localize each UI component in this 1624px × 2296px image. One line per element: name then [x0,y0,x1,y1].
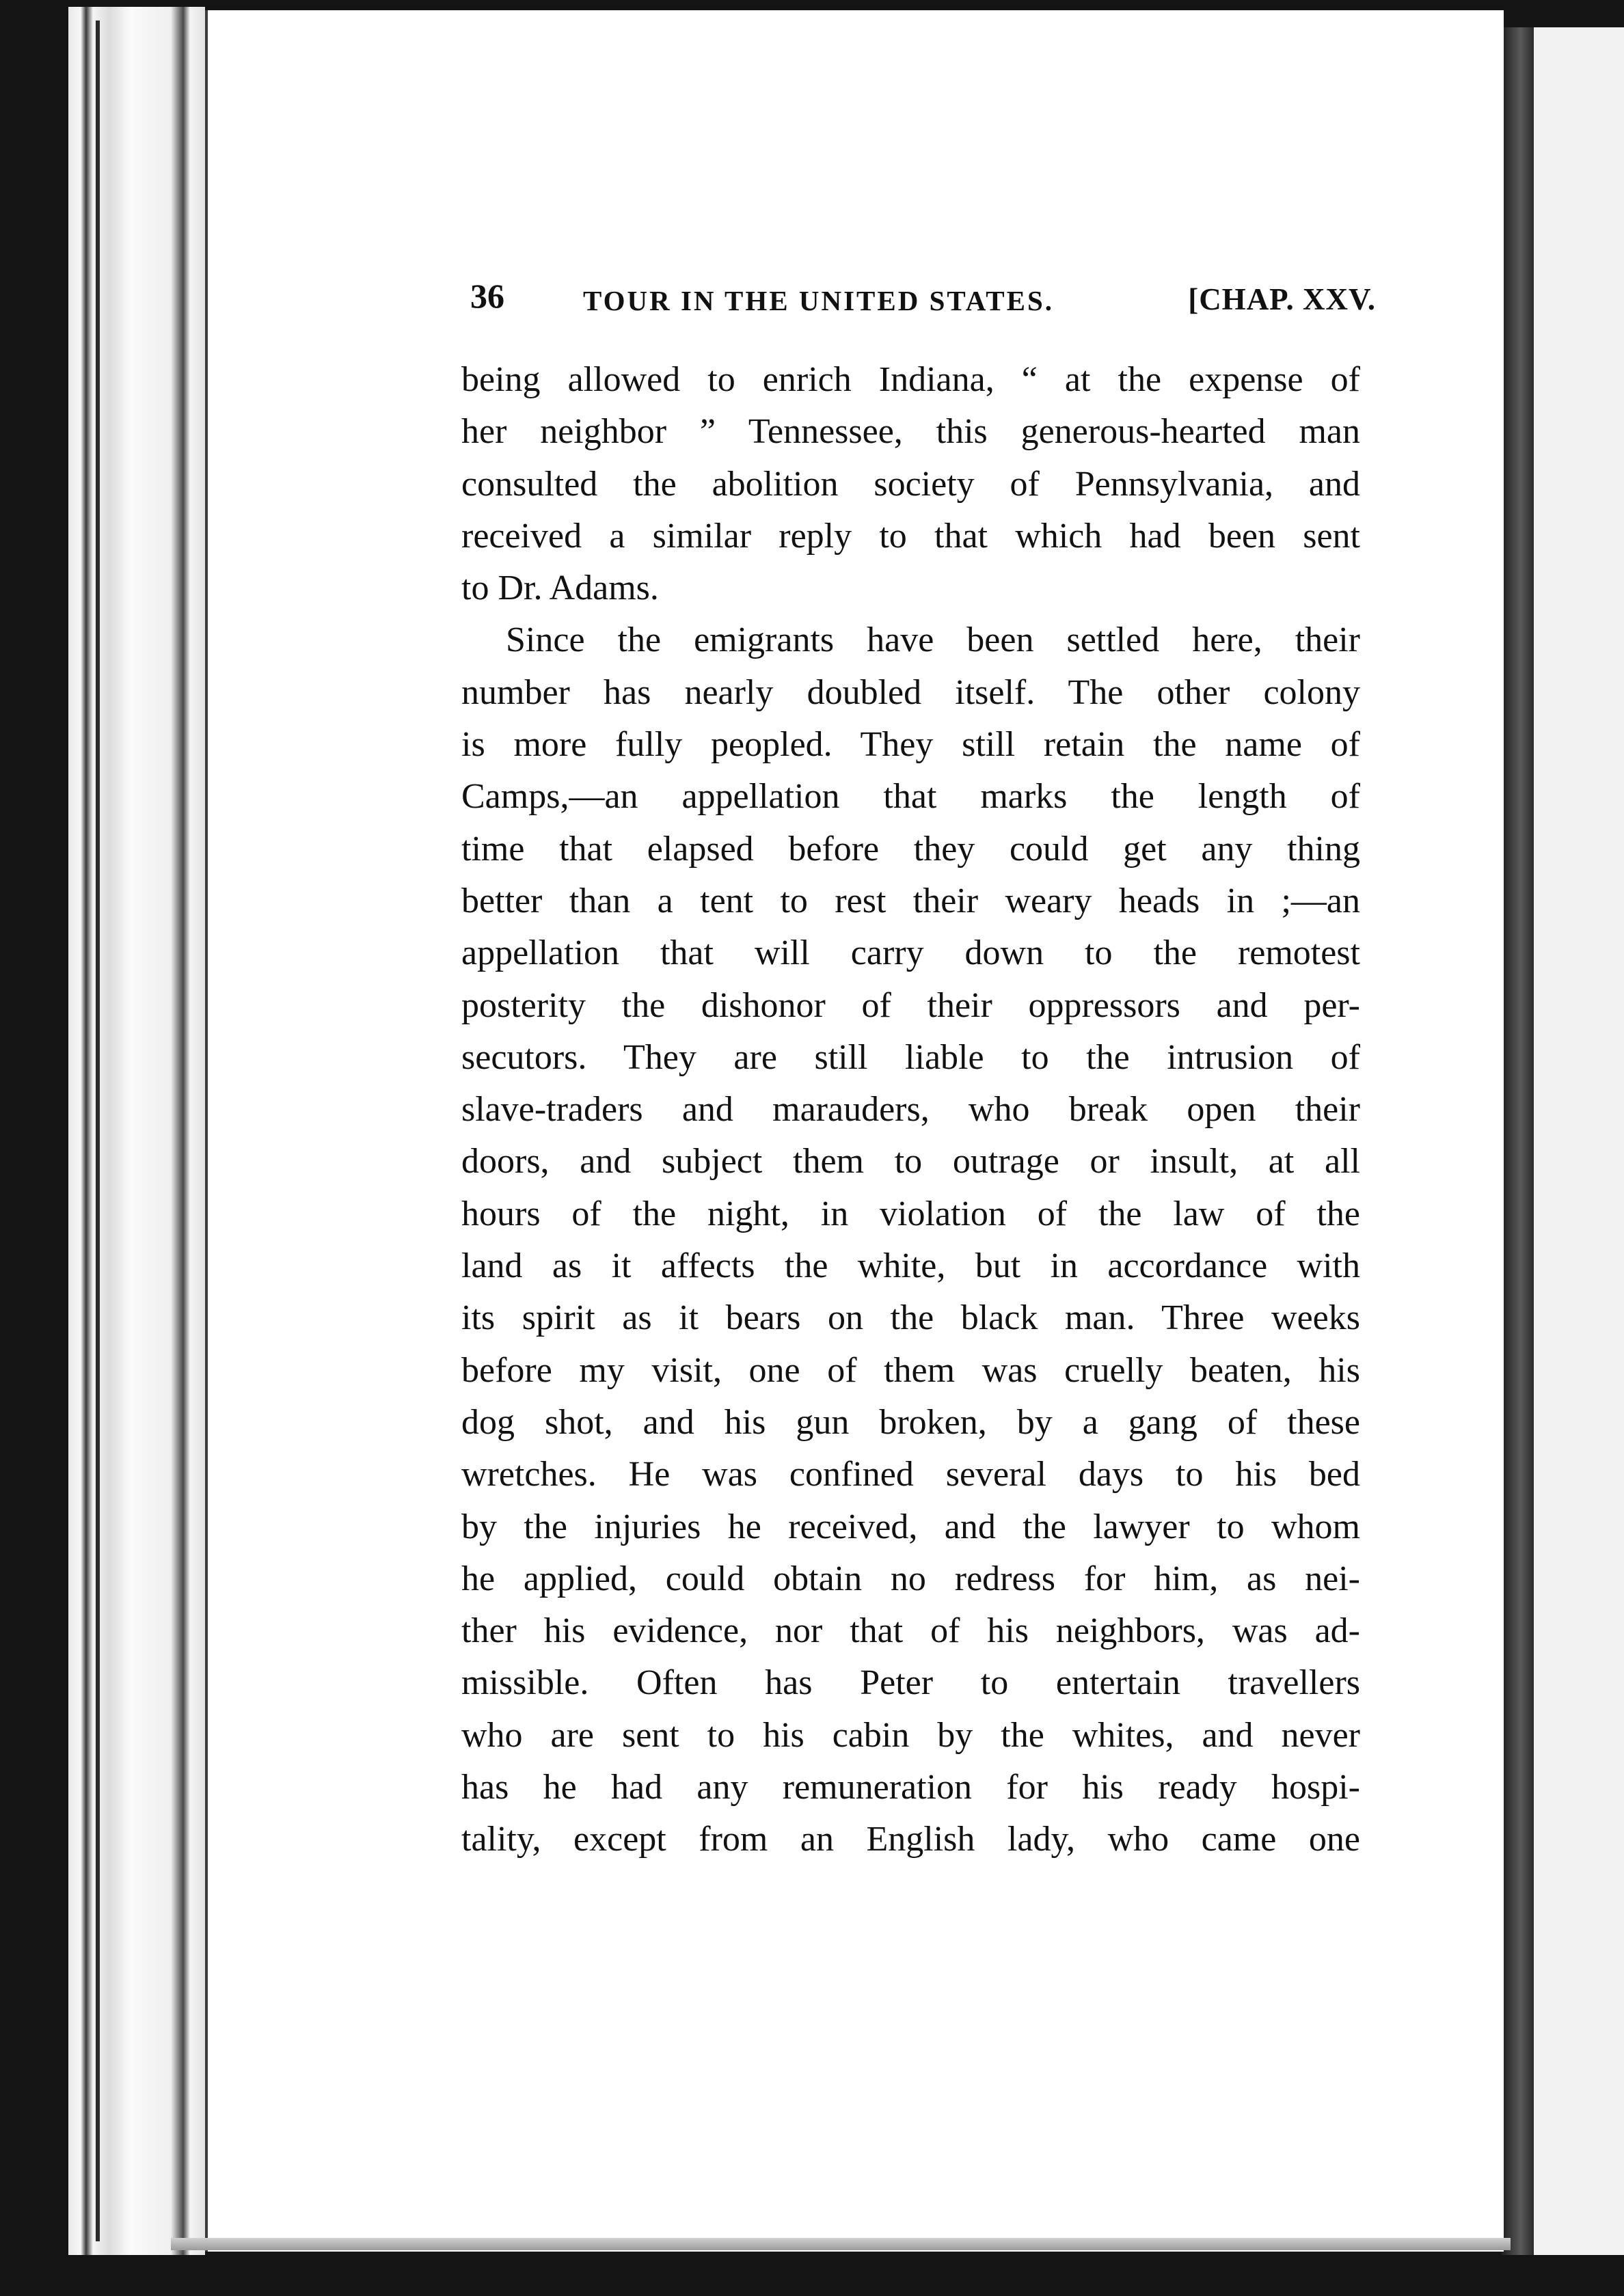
text-line: to Dr. Adams. [461,569,659,608]
book-gutter-shadow [1501,27,1534,2255]
text-line: consulted the abolition society of Pennsylvania, and [461,464,1360,504]
text-line: received a similar reply to that which had been sent [461,516,1360,556]
text-line: posterity the dishonor of their oppressors and per- [461,985,1360,1025]
chapter-label: [CHAP. XXV. [1188,282,1376,316]
text-line: her neighbor ” Tennessee, this generous-hearted man [461,412,1360,452]
text-line: is more fully peopled. They still retain the name of [461,725,1360,765]
text-line: he applied, could obtain no redress for him, as nei- [461,1559,1360,1598]
body-text [461,354,1360,1866]
text-line: time that elapsed before they could get any thing [461,829,1360,869]
page-number: 36 [470,277,504,315]
text-line: being allowed to enrich Indiana, “ at the expense of [461,360,1360,399]
text-line: doors, and subject them to outrage or insult, at all [461,1142,1360,1181]
text-line: better than a tent to rest their weary heads in ;—an [461,881,1360,920]
text-line: dog shot, and his gun broken, by a gang of these [461,1402,1360,1442]
text-line: ther his evidence, nor that of his neighbors, was ad- [461,1611,1360,1651]
book-left-edge [68,7,205,2255]
facing-page-edge [1534,27,1624,2255]
text-line: appellation that will carry down to the remotest [461,933,1360,973]
text-line: wretches. He was confined several days to his bed [461,1455,1360,1494]
book-spine-line [96,20,100,2241]
text-line: who are sent to his cabin by the whites, and never [461,1715,1360,1755]
text-line: before my visit, one of them was cruelly beaten, his [461,1350,1360,1390]
running-title: TOUR IN THE UNITED STATES. [583,285,1055,316]
text-line: slave-traders and marauders, who break open their [461,1090,1360,1130]
text-line: land as it affects the white, but in accordance with [461,1246,1360,1286]
running-head [470,276,1376,317]
text-line: Camps,—an appellation that marks the length of [461,777,1360,817]
text-line: by the injuries he received, and the lawyer to whom [461,1507,1360,1546]
text-line: missible. Often has Peter to entertain travellers [461,1663,1360,1703]
text-line: its spirit as it bears on the black man. Three weeks [461,1298,1360,1338]
text-line: Since the emigrants have been settled here, their [506,620,1360,660]
text-line: tality, except from an English lady, who came one [461,1820,1360,1859]
text-line: number has nearly doubled itself. The other colony [461,672,1360,712]
text-line: hours of the night, in violation of the law of the [461,1194,1360,1233]
text-line: secutors. They are still liable to the intrusion of [461,1037,1360,1077]
text-line: has he had any remuneration for his ready hospi- [461,1768,1360,1807]
page-bottom-edge [171,2238,1511,2250]
